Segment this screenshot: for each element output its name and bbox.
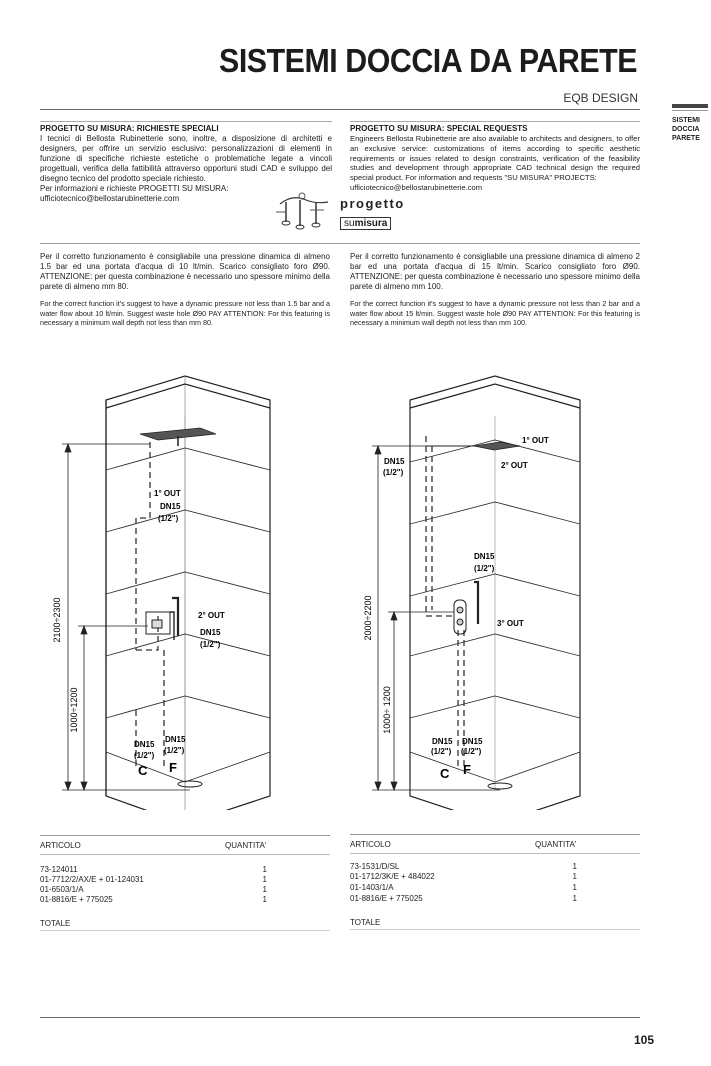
- requests-top-rule-en: [350, 121, 640, 122]
- right-rain-head: [426, 442, 520, 450]
- table-row-qty: 1: [572, 883, 577, 892]
- right-table-top-rule: [350, 834, 640, 835]
- page-number: 105: [633, 1033, 654, 1047]
- right-out3-label: 3° OUT: [497, 619, 524, 628]
- requests-bottom-rule: [40, 243, 640, 244]
- right-col-article: ARTICOLO: [350, 840, 391, 849]
- right-c-label: C: [440, 766, 450, 781]
- left-info-it: Per il corretto funzionamento è consigliabile una pressione dinamica di almeno 1.5 bar ed una portata d'acqua di 10 lt/min. Scarico consigliato foro Ø90. ATTENZIONE: per questa combinazione è necessario uno spessore minimo della parete di almeno mm 80.: [40, 252, 330, 291]
- left-dim-lower: 1000÷1200: [69, 687, 79, 733]
- side-tab-marker: [672, 104, 708, 108]
- left-info: [40, 252, 330, 328]
- left-dn-f-size: (1/2"): [164, 746, 185, 755]
- left-dn-mid-size: (1/2"): [200, 640, 221, 649]
- header-divider: [40, 109, 640, 110]
- requests-it-body: I tecnici di Bellosta Rubinetterie sono, inoltre, a disposizione di architetti e designers, per offrire un servizio esclusivo: personalizzazioni di elementi in funzione di specifiche richieste estetiche o problematiche legate a vincoli progettuali, verifica della fattibilità attraverso opportuni studi CAD e sviluppo del disegno tecnico del prodotto speciale richiesto.: [40, 134, 332, 183]
- table-row: 01-7712/2/AX/E + 01-124031: [40, 875, 144, 884]
- table-row: 01-6503/1/A: [40, 885, 84, 894]
- left-c-label: C: [138, 763, 148, 778]
- left-shower-diagram: [40, 350, 340, 810]
- page-title: SISTEMI DOCCIA DA PARETE: [219, 42, 638, 79]
- requests-it-info: Per informazioni e richieste PROGETTI SU MISURA:: [40, 184, 229, 193]
- requests-en: [350, 124, 640, 193]
- requests-it-email[interactable]: ufficiotecnico@bellostarubinetterie.com: [40, 194, 180, 203]
- footer-divider: [40, 1017, 640, 1018]
- table-row-qty: 1: [572, 894, 577, 903]
- left-enclosure-outline: [106, 376, 270, 810]
- left-col-qty: QUANTITA': [225, 841, 267, 850]
- left-table-top-rule: [40, 835, 330, 836]
- right-mixer-valve: [454, 582, 478, 634]
- right-out2-label: 2° OUT: [501, 461, 528, 470]
- table-row-qty: 1: [262, 875, 267, 884]
- right-dn-top: DN15: [384, 457, 405, 466]
- right-dim-total: 2000÷2200: [363, 595, 373, 641]
- side-tab-line3: PARETE: [672, 135, 700, 142]
- side-tab-line: [672, 110, 708, 111]
- left-dn-mid: DN15: [200, 628, 221, 637]
- left-table-head-rule: [40, 854, 330, 855]
- right-piping: [426, 436, 464, 770]
- logo-word-progetto: progetto: [340, 196, 405, 211]
- requests-en-email[interactable]: ufficiotecnico@bellostarubinetterie.com: [350, 182, 483, 192]
- progetto-su-misura-logo: [272, 190, 407, 238]
- side-tab-label: [672, 116, 700, 143]
- left-dn-c-size: (1/2"): [134, 751, 155, 760]
- table-row-qty: 1: [262, 895, 267, 904]
- table-row-qty: 1: [572, 862, 577, 871]
- table-row: 01-1403/1/A: [350, 883, 394, 892]
- right-info: [350, 252, 640, 328]
- table-row-qty: 1: [262, 865, 267, 874]
- right-ceiling-line: [410, 384, 580, 408]
- right-col-qty: QUANTITA': [535, 840, 577, 849]
- faucet-sketch-icon: [272, 190, 342, 238]
- page-subtitle: EQB DESIGN: [563, 91, 638, 105]
- requests-en-heading: PROGETTO SU MISURA: SPECIAL REQUESTS: [350, 124, 528, 133]
- right-dn-mid-size: (1/2"): [474, 564, 495, 573]
- left-f-label: F: [169, 760, 177, 775]
- right-f-label: F: [463, 762, 471, 777]
- right-dn-mid: DN15: [474, 552, 495, 561]
- right-out1-label: 1° OUT: [522, 436, 549, 445]
- right-info-it: Per il corretto funzionamento è consigliabile una pressione dinamica di almeno 2 bar ed una portata d'acqua di 15 lt/min. Scarico consigliato foro Ø90. ATTENZIONE: per questa combinazione è necessario uno spessore minimo della parete di almeno mm 100.: [350, 252, 640, 291]
- table-row: 01-8816/E + 775025: [40, 895, 113, 904]
- left-dn-f: DN15: [165, 735, 186, 744]
- left-dn-top: DN15: [160, 502, 181, 511]
- table-row: 73-124011: [40, 865, 78, 874]
- table-row-qty: 1: [572, 872, 577, 881]
- right-drain: [488, 783, 512, 789]
- left-rain-head: [140, 428, 216, 446]
- table-row-qty: 1: [262, 885, 267, 894]
- left-floor-line: [106, 752, 270, 782]
- left-tile-joints: [106, 448, 270, 718]
- table-row: 73-1531/D/SL: [350, 862, 400, 871]
- right-table-head-rule: [350, 853, 640, 854]
- left-dn-top-size: (1/2"): [158, 514, 179, 523]
- right-article-table: [350, 840, 640, 930]
- right-shower-diagram: [350, 350, 650, 810]
- left-col-article: ARTICOLO: [40, 841, 81, 850]
- requests-en-body: Engineers Bellosta Rubinetterie are also available to architects and designers, to offer an exclusive service: customizations of items according to specific aesthetic requirements or issues related to design constraints, verification of the feasibility studies and development through appropriate CAD technical design the required special product. For information and requests "SU MISURA" PROJECTS:: [350, 134, 640, 183]
- table-row: 01-1712/3K/E + 484022: [350, 872, 435, 881]
- left-ceiling-line: [106, 384, 270, 408]
- right-dn-f: DN15: [462, 737, 483, 746]
- right-dim-lower: 1000÷ 1200: [382, 686, 392, 734]
- right-dn-c: DN15: [432, 737, 453, 746]
- left-article-table: [40, 841, 330, 931]
- left-out2-label: 2° OUT: [198, 611, 225, 620]
- left-out1-label: 1° OUT: [154, 489, 181, 498]
- side-tab-line1: SISTEMI: [672, 117, 701, 124]
- left-table-total-rule: [40, 930, 330, 931]
- side-tab-line2: DOCCIA: [672, 126, 700, 133]
- left-drain: [178, 781, 202, 787]
- table-row: 01-8816/E + 775025: [350, 894, 423, 903]
- right-table-total: TOTALE: [350, 918, 381, 927]
- left-info-en: For the correct function it's suggest to have a dynamic pressure not less than 1.5 bar and a water flow about 10 lt/min. Suggest waste hole Ø90 PAY ATTENTION: For this featuring is necessary a minimum wall depth not less than mm 80.: [40, 299, 330, 327]
- right-info-en: For the correct function it's suggest to have a dynamic pressure not less than 2 bar and a water flow about 15 lt/min. Suggest waste hole Ø90 PAY ATTENTION: For this featuring is necessary a minimum wall depth not less than mm 100.: [350, 299, 640, 327]
- logo-misura: misura: [354, 218, 388, 229]
- right-dn-c-size: (1/2"): [431, 747, 452, 756]
- logo-su-misura-box: [340, 217, 391, 230]
- requests-top-rule: [40, 121, 332, 122]
- right-table-total-rule: [350, 929, 640, 930]
- right-dn-top-size: (1/2"): [383, 468, 404, 477]
- right-dn-f-size: (1/2"): [461, 747, 482, 756]
- logo-su: su: [344, 218, 355, 229]
- left-table-total: TOTALE: [40, 919, 71, 928]
- left-mixer-valve: [146, 598, 178, 640]
- left-dim-total: 2100÷2300: [52, 597, 62, 643]
- requests-it-heading: PROGETTO SU MISURA: RICHIESTE SPECIALI: [40, 124, 219, 133]
- left-dn-c: DN15: [134, 740, 155, 749]
